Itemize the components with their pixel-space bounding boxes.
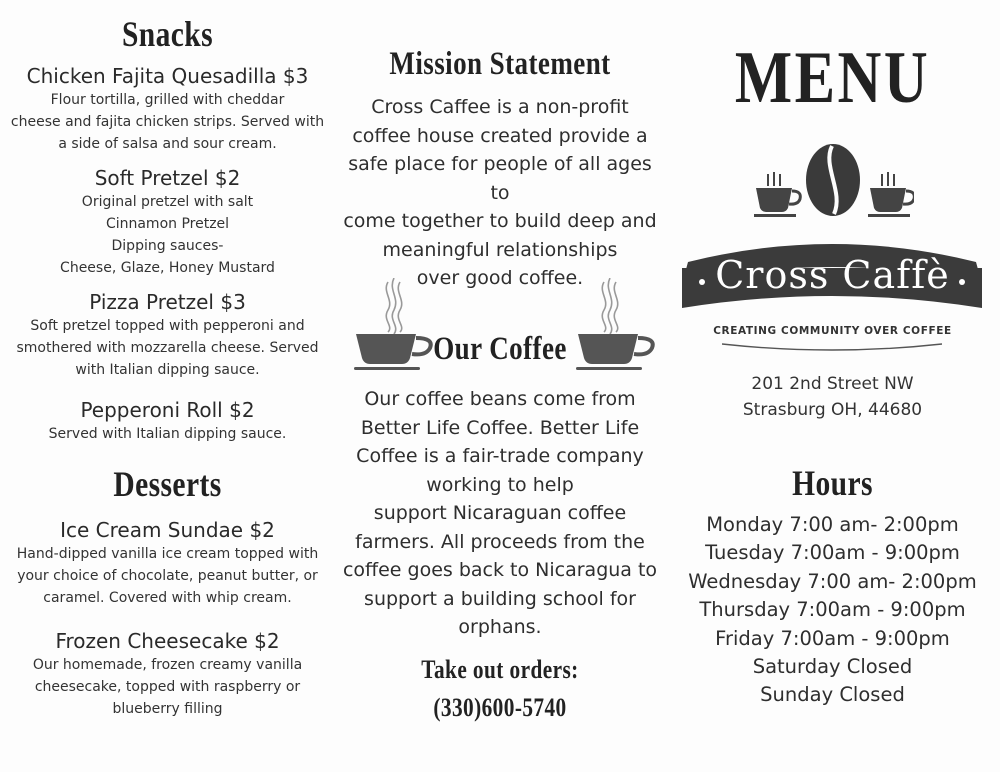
item-desc-line: smothered with mozzarella cheese. Served — [16, 340, 319, 356]
coffee-line: orphans. — [458, 616, 542, 638]
tagline-underline — [722, 340, 942, 354]
item-desc-line: Soft pretzel topped with pepperoni and — [30, 318, 305, 334]
item-desc-line: Flour tortilla, grilled with cheddar — [50, 92, 285, 108]
hours-line: Sunday Closed — [760, 683, 905, 707]
menu-item-ice-cream-sundae — [10, 517, 325, 609]
mission-line: coffee house created provide a — [352, 124, 648, 147]
hours-line: Friday 7:00am - 9:00pm — [715, 626, 950, 650]
item-name: Pizza Pretzel $3 — [89, 290, 246, 314]
item-name: Pepperoni Roll $2 — [80, 398, 255, 422]
mission-line: meaningful relationships — [382, 238, 618, 261]
item-desc-line: Our homemade, frozen creamy vanilla — [32, 657, 303, 673]
hours-heading: Hours — [792, 463, 873, 503]
item-name: Soft Pretzel $2 — [94, 166, 241, 190]
desserts-heading: Desserts — [113, 464, 222, 504]
hours-line: Thursday 7:00am - 9:00pm — [699, 598, 966, 622]
mission-text — [340, 93, 660, 293]
item-name: Frozen Cheesecake $2 — [55, 629, 280, 653]
coffee-cups-bean-graphic — [752, 144, 914, 220]
menu-item-soft-pretzel — [10, 165, 325, 279]
coffee-line: support Nicaraguan coffee — [373, 502, 627, 524]
mission-line: come together to build deep and — [343, 210, 657, 232]
item-desc-line: a side of salsa and sour cream. — [58, 136, 277, 152]
item-desc-line: cheese and fajita chicken strips. Served with — [10, 114, 325, 130]
item-desc-line: caramel. Covered with whip cream. — [43, 590, 292, 606]
item-desc-line: Served with Italian dipping sauce. — [48, 426, 287, 442]
item-desc-line: Hand-dipped vanilla ice cream topped with — [16, 546, 319, 562]
our-coffee-heading: Our Coffee — [433, 331, 567, 367]
coffee-line: support a building school for — [364, 587, 636, 610]
item-desc-line: with Italian dipping sauce. — [75, 362, 260, 378]
coffee-line: farmers. All proceeds from the — [355, 530, 645, 553]
item-desc-line: Dipping sauces- — [111, 238, 224, 254]
coffee-line: working to help — [426, 473, 574, 496]
menu-item-pizza-pretzel — [10, 289, 325, 381]
address — [670, 371, 995, 423]
item-desc-line: Cinnamon Pretzel — [105, 216, 230, 232]
logo-tagline: CREATING COMMUNITY OVER COFFEE — [713, 325, 952, 337]
item-desc-line: cheesecake, topped with raspberry or — [34, 679, 301, 695]
item-desc-line: Cheese, Glaze, Honey Mustard — [60, 260, 275, 276]
logo-name: Cross Caffè — [715, 253, 950, 297]
steaming-cup-icon — [868, 172, 914, 217]
snacks-heading: Snacks — [121, 14, 214, 54]
item-desc-line: your choice of chocolate, peanut butter, or — [17, 568, 318, 584]
mission-heading: Mission Statement — [389, 46, 611, 82]
coffee-line: coffee goes back to Nicaragua to — [342, 559, 658, 581]
item-desc-line: Original pretzel with salt — [81, 194, 254, 210]
hours-line: Monday 7:00 am- 2:00pm — [706, 513, 959, 536]
item-name: Ice Cream Sundae $2 — [60, 518, 275, 542]
steaming-cup-icon — [754, 172, 800, 217]
steaming-cup-icon — [576, 278, 658, 374]
item-desc-line: blueberry filling — [112, 701, 223, 717]
mission-line: Cross Caffee is a non-profit — [371, 96, 629, 118]
hours-line: Saturday Closed — [752, 655, 913, 679]
menu-title: MENU — [734, 37, 931, 119]
mission-line: over good coffee. — [416, 267, 584, 289]
item-name: Chicken Fajita Quesadilla $3 — [26, 64, 309, 88]
menu-item-frozen-cheesecake — [10, 628, 325, 720]
coffee-line: Our coffee beans come from — [364, 388, 636, 410]
takeout-phone[interactable]: (330)600-5740 — [433, 693, 567, 722]
address-line: 201 2nd Street NW — [751, 374, 914, 394]
address-line: Strasburg OH, 44680 — [742, 400, 923, 420]
coffee-line: Coffee is a fair-trade company — [356, 445, 644, 467]
hours-line: Wednesday 7:00 am- 2:00pm — [688, 569, 977, 593]
menu-item-chicken-fajita — [10, 63, 325, 155]
hours-line: Tuesday 7:00am - 9:00pm — [705, 541, 960, 565]
menu-item-pepperoni-roll — [10, 397, 325, 445]
hours-list — [670, 511, 995, 710]
mission-line: safe place for people of all ages to — [348, 153, 652, 204]
coffee-bean-icon — [806, 144, 860, 216]
takeout-label: Take out orders: — [421, 655, 579, 684]
our-coffee-text — [340, 385, 660, 642]
coffee-line: Better Life Coffee. Better Life — [360, 416, 640, 439]
